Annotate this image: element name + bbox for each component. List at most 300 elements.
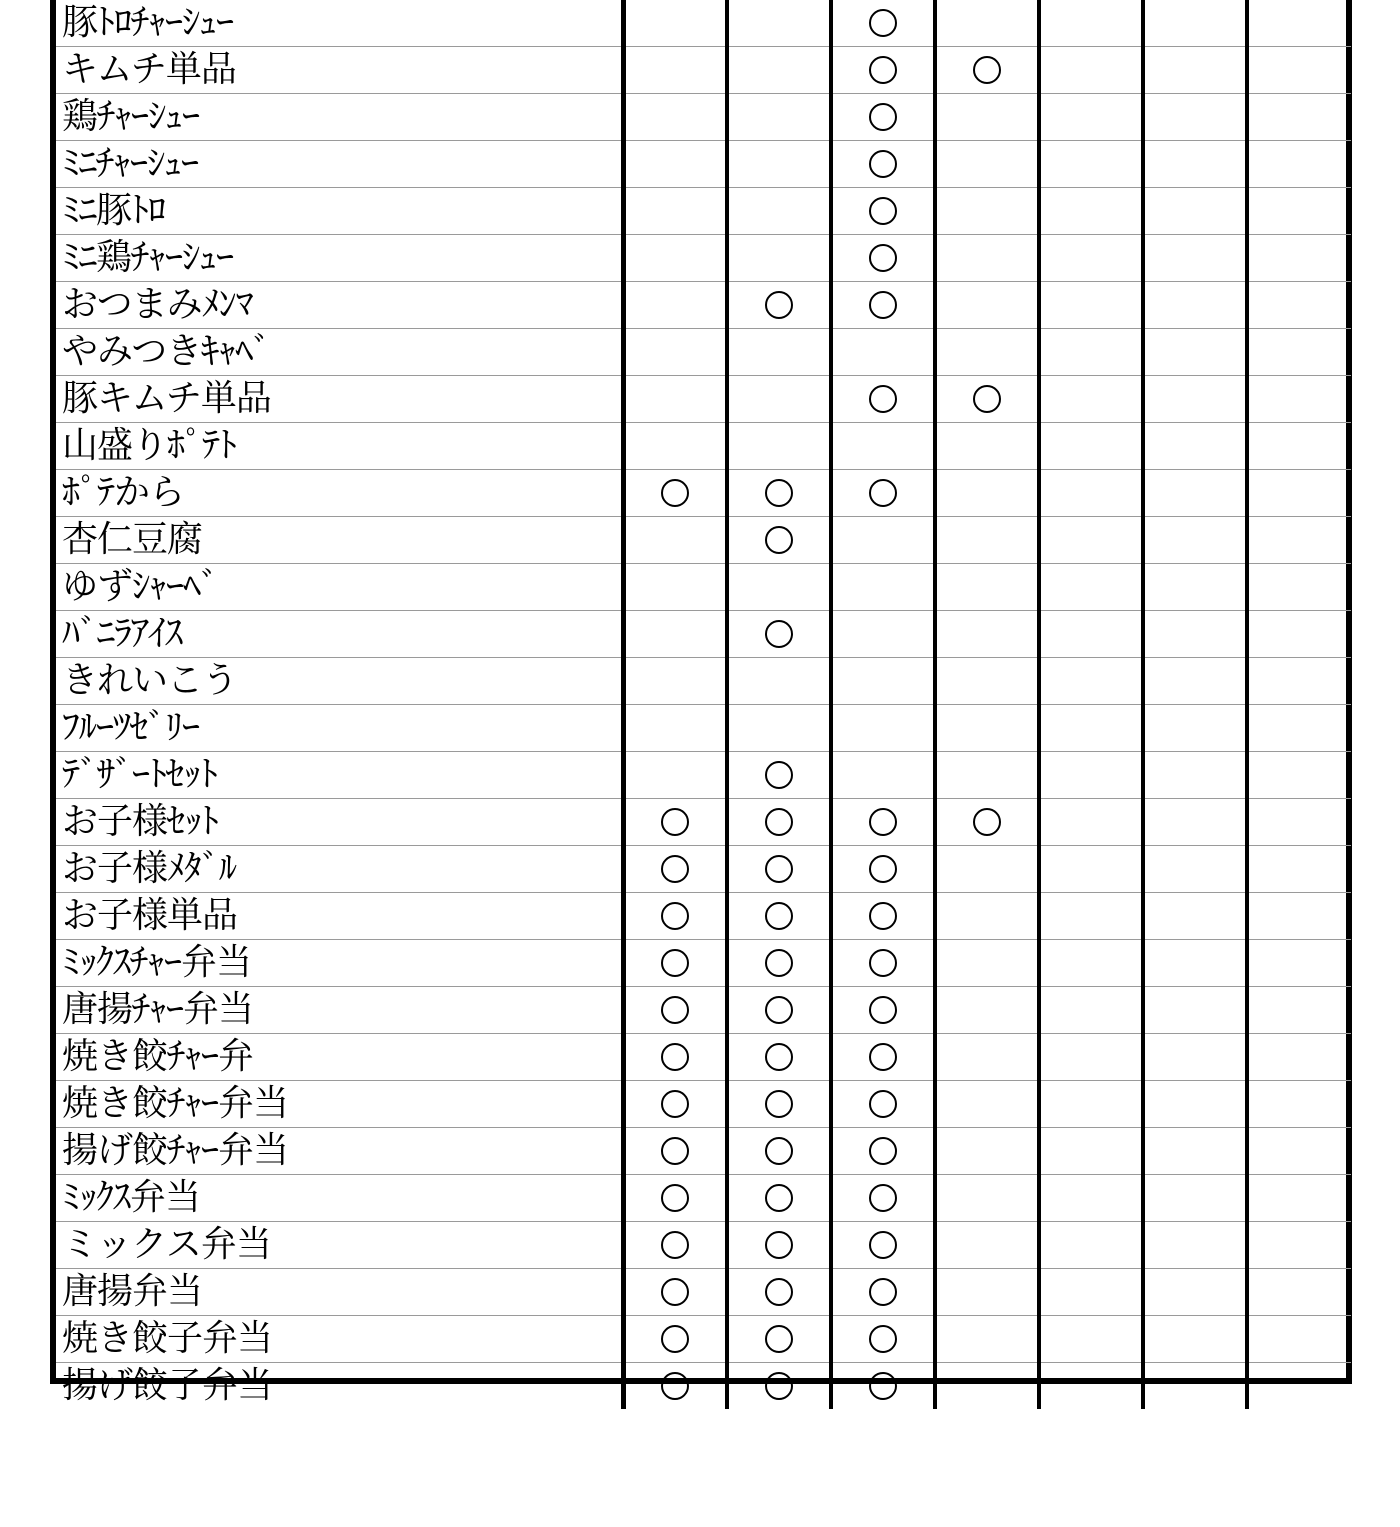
mark-cell (1039, 987, 1143, 1034)
circle-mark-icon (661, 808, 689, 836)
mark-cell (935, 0, 1039, 47)
table-row (56, 282, 1351, 329)
menu-item-name: 焼き餃ﾁｬｰ弁当 (56, 1081, 623, 1128)
mark-cell (623, 1175, 727, 1222)
table-row (56, 188, 1351, 235)
mark-cell (831, 470, 935, 517)
mark-cell (1039, 1269, 1143, 1316)
circle-mark-icon (765, 1184, 793, 1212)
mark-cell (1039, 846, 1143, 893)
table-body (56, 0, 1351, 1409)
menu-item-name: ﾐｯｸｽﾁｬｰ弁当 (56, 940, 623, 987)
mark-cell (1247, 846, 1351, 893)
menu-item-name: おつまみﾒﾝﾏ (56, 282, 623, 329)
mark-cell (1039, 235, 1143, 282)
mark-cell (727, 1081, 831, 1128)
mark-cell (727, 235, 831, 282)
mark-cell (831, 517, 935, 564)
table-row (56, 987, 1351, 1034)
circle-mark-icon (765, 949, 793, 977)
mark-cell (1247, 1128, 1351, 1175)
table-row (56, 1034, 1351, 1081)
circle-mark-icon (765, 1090, 793, 1118)
mark-cell (727, 611, 831, 658)
menu-item-name: ﾐﾆ鶏ﾁｬｰｼｭｰ (56, 235, 623, 282)
mark-cell (1247, 1316, 1351, 1363)
mark-cell (831, 611, 935, 658)
circle-mark-icon (661, 1325, 689, 1353)
circle-mark-icon (869, 1231, 897, 1259)
mark-cell (1039, 893, 1143, 940)
mark-cell (623, 1034, 727, 1081)
mark-cell (1143, 517, 1247, 564)
mark-cell (727, 94, 831, 141)
mark-cell (623, 517, 727, 564)
mark-cell (1247, 470, 1351, 517)
circle-mark-icon (869, 150, 897, 178)
menu-item-name: お子様ｾｯﾄ (56, 799, 623, 846)
circle-mark-icon (869, 479, 897, 507)
mark-cell (831, 1175, 935, 1222)
mark-cell (831, 376, 935, 423)
mark-cell (727, 846, 831, 893)
mark-cell (1039, 470, 1143, 517)
mark-cell (1039, 282, 1143, 329)
mark-cell (1247, 893, 1351, 940)
table-row (56, 470, 1351, 517)
mark-cell (623, 423, 727, 470)
mark-cell (935, 611, 1039, 658)
table-row (56, 799, 1351, 846)
mark-cell (1143, 0, 1247, 47)
mark-cell (623, 1316, 727, 1363)
mark-cell (623, 470, 727, 517)
circle-mark-icon (661, 855, 689, 883)
mark-cell (935, 470, 1039, 517)
mark-cell (1143, 1316, 1247, 1363)
table-row (56, 423, 1351, 470)
circle-mark-icon (661, 902, 689, 930)
mark-cell (1247, 799, 1351, 846)
mark-cell (1143, 846, 1247, 893)
mark-cell (935, 1175, 1039, 1222)
mark-cell (1039, 1363, 1143, 1410)
mark-cell (1143, 470, 1247, 517)
circle-mark-icon (869, 1043, 897, 1071)
circle-mark-icon (661, 479, 689, 507)
circle-mark-icon (765, 808, 793, 836)
mark-cell (1039, 658, 1143, 705)
mark-cell (727, 1034, 831, 1081)
table-row (56, 1081, 1351, 1128)
mark-cell (623, 94, 727, 141)
mark-cell (831, 0, 935, 47)
menu-item-name: やみつきｷｬﾍﾞ (56, 329, 623, 376)
mark-cell (727, 1269, 831, 1316)
mark-cell (1247, 752, 1351, 799)
table-row (56, 376, 1351, 423)
mark-cell (935, 846, 1039, 893)
mark-cell (1247, 94, 1351, 141)
circle-mark-icon (765, 855, 793, 883)
mark-cell (623, 564, 727, 611)
mark-cell (623, 893, 727, 940)
table-row (56, 611, 1351, 658)
mark-cell (727, 423, 831, 470)
mark-cell (935, 705, 1039, 752)
mark-cell (623, 376, 727, 423)
mark-cell (935, 1316, 1039, 1363)
mark-cell (831, 1269, 935, 1316)
mark-cell (935, 799, 1039, 846)
mark-cell (935, 893, 1039, 940)
mark-cell (727, 564, 831, 611)
menu-item-name: お子様ﾒﾀﾞﾙ (56, 846, 623, 893)
menu-item-name: 豚ﾄﾛﾁｬｰｼｭｰ (56, 0, 623, 47)
mark-cell (1143, 611, 1247, 658)
mark-cell (831, 1222, 935, 1269)
mark-cell (623, 611, 727, 658)
table-row (56, 1222, 1351, 1269)
mark-cell (935, 141, 1039, 188)
mark-cell (935, 752, 1039, 799)
mark-cell (935, 564, 1039, 611)
mark-cell (1143, 1034, 1247, 1081)
mark-cell (727, 1128, 831, 1175)
mark-cell (1143, 188, 1247, 235)
circle-mark-icon (869, 385, 897, 413)
menu-item-name: 豚キムチ単品 (56, 376, 623, 423)
menu-item-name: ﾌﾙｰﾂｾﾞﾘｰ (56, 705, 623, 752)
mark-cell (935, 517, 1039, 564)
mark-cell (1039, 1222, 1143, 1269)
mark-cell (1143, 987, 1247, 1034)
circle-mark-icon (869, 996, 897, 1024)
mark-cell (935, 423, 1039, 470)
menu-item-name: ﾎﾟﾃから (56, 470, 623, 517)
table-row (56, 141, 1351, 188)
mark-cell (831, 705, 935, 752)
mark-cell (1143, 282, 1247, 329)
mark-cell (1247, 940, 1351, 987)
menu-item-name: 揚げ餃ﾁｬｰ弁当 (56, 1128, 623, 1175)
mark-cell (831, 47, 935, 94)
mark-cell (831, 282, 935, 329)
mark-cell (1039, 376, 1143, 423)
mark-cell (727, 282, 831, 329)
mark-cell (831, 94, 935, 141)
circle-mark-icon (869, 949, 897, 977)
allergen-table (56, 0, 1351, 1409)
table-row (56, 517, 1351, 564)
circle-mark-icon (661, 1043, 689, 1071)
circle-mark-icon (869, 291, 897, 319)
mark-cell (727, 141, 831, 188)
mark-cell (935, 1034, 1039, 1081)
circle-mark-icon (661, 1278, 689, 1306)
circle-mark-icon (765, 291, 793, 319)
menu-item-name: 山盛りﾎﾟﾃﾄ (56, 423, 623, 470)
circle-mark-icon (765, 761, 793, 789)
menu-item-name: ﾐｯｸｽ弁当 (56, 1175, 623, 1222)
mark-cell (1247, 564, 1351, 611)
mark-cell (1143, 376, 1247, 423)
mark-cell (831, 564, 935, 611)
mark-cell (935, 47, 1039, 94)
menu-item-name: 唐揚ﾁｬｰ弁当 (56, 987, 623, 1034)
mark-cell (1039, 611, 1143, 658)
mark-cell (623, 658, 727, 705)
mark-cell (1247, 1081, 1351, 1128)
mark-cell (1039, 705, 1143, 752)
table-row (56, 0, 1351, 47)
mark-cell (1143, 1081, 1247, 1128)
mark-cell (1143, 658, 1247, 705)
mark-cell (935, 1128, 1039, 1175)
mark-cell (935, 188, 1039, 235)
circle-mark-icon (869, 56, 897, 84)
table-row (56, 235, 1351, 282)
mark-cell (1143, 1128, 1247, 1175)
mark-cell (1143, 329, 1247, 376)
mark-cell (623, 1269, 727, 1316)
mark-cell (727, 752, 831, 799)
menu-item-name: キムチ単品 (56, 47, 623, 94)
menu-item-name: ミックス弁当 (56, 1222, 623, 1269)
mark-cell (1247, 376, 1351, 423)
mark-cell (1247, 987, 1351, 1034)
mark-cell (1143, 1175, 1247, 1222)
mark-cell (935, 282, 1039, 329)
menu-item-name: ﾐﾆﾁｬｰｼｭｰ (56, 141, 623, 188)
mark-cell (1039, 329, 1143, 376)
mark-cell (1039, 0, 1143, 47)
mark-cell (623, 47, 727, 94)
circle-mark-icon (661, 949, 689, 977)
mark-cell (623, 141, 727, 188)
mark-cell (935, 329, 1039, 376)
mark-cell (831, 846, 935, 893)
circle-mark-icon (661, 996, 689, 1024)
mark-cell (727, 705, 831, 752)
mark-cell (935, 235, 1039, 282)
menu-item-name: 焼き餃子弁当 (56, 1316, 623, 1363)
mark-cell (831, 658, 935, 705)
mark-cell (1247, 329, 1351, 376)
mark-cell (727, 329, 831, 376)
circle-mark-icon (869, 855, 897, 883)
mark-cell (935, 1269, 1039, 1316)
mark-cell (1143, 752, 1247, 799)
circle-mark-icon (765, 1043, 793, 1071)
circle-mark-icon (765, 996, 793, 1024)
circle-mark-icon (973, 385, 1001, 413)
circle-mark-icon (765, 479, 793, 507)
mark-cell (1039, 517, 1143, 564)
mark-cell (831, 940, 935, 987)
mark-cell (1143, 1222, 1247, 1269)
menu-item-name: 揚げ餃子弁当 (62, 1365, 273, 1406)
mark-cell (1143, 564, 1247, 611)
circle-mark-icon (765, 1231, 793, 1259)
mark-cell (831, 1128, 935, 1175)
mark-cell (831, 752, 935, 799)
mark-cell (935, 376, 1039, 423)
menu-item-name: 唐揚弁当 (56, 1269, 623, 1316)
circle-mark-icon (765, 902, 793, 930)
mark-cell (1143, 1269, 1247, 1316)
mark-cell (727, 893, 831, 940)
circle-mark-icon (973, 56, 1001, 84)
mark-cell (935, 658, 1039, 705)
circle-mark-icon (661, 1090, 689, 1118)
mark-cell (623, 0, 727, 47)
mark-cell (623, 188, 727, 235)
circle-mark-icon (869, 902, 897, 930)
table-row (56, 893, 1351, 940)
mark-cell (727, 799, 831, 846)
menu-item-name: ﾐﾆ豚ﾄﾛ (56, 188, 623, 235)
mark-cell (727, 376, 831, 423)
mark-cell (831, 1034, 935, 1081)
mark-cell (935, 987, 1039, 1034)
menu-item-name: 焼き餃ﾁｬｰ弁 (56, 1034, 623, 1081)
mark-cell (1039, 752, 1143, 799)
mark-cell (831, 799, 935, 846)
mark-cell (1247, 235, 1351, 282)
circle-mark-icon (973, 808, 1001, 836)
mark-cell (623, 329, 727, 376)
table-row (56, 329, 1351, 376)
mark-cell (1143, 141, 1247, 188)
mark-cell (831, 235, 935, 282)
mark-cell (623, 282, 727, 329)
menu-item-name: 杏仁豆腐 (56, 517, 623, 564)
mark-cell (1247, 423, 1351, 470)
circle-mark-icon (765, 1137, 793, 1165)
menu-item-name: 鶏ﾁｬｰｼｭｰ (56, 94, 623, 141)
circle-mark-icon (869, 1184, 897, 1212)
table-row (56, 1269, 1351, 1316)
mark-cell (1247, 141, 1351, 188)
mark-cell (1143, 94, 1247, 141)
mark-cell (831, 188, 935, 235)
mark-cell (727, 1175, 831, 1222)
mark-cell (727, 1363, 831, 1410)
mark-cell (831, 423, 935, 470)
mark-cell (727, 658, 831, 705)
mark-cell (831, 987, 935, 1034)
mark-cell (727, 517, 831, 564)
mark-cell (1247, 611, 1351, 658)
table-row (56, 1316, 1351, 1363)
mark-cell (623, 1128, 727, 1175)
circle-mark-icon (869, 244, 897, 272)
circle-mark-icon (869, 808, 897, 836)
mark-cell (1247, 1034, 1351, 1081)
mark-cell (727, 188, 831, 235)
menu-item-name: きれいこう (56, 658, 623, 705)
mark-cell (727, 987, 831, 1034)
mark-cell (935, 94, 1039, 141)
mark-cell (727, 1222, 831, 1269)
mark-cell (623, 1363, 727, 1410)
mark-cell (935, 1222, 1039, 1269)
mark-cell (623, 705, 727, 752)
mark-cell (623, 846, 727, 893)
mark-cell (1247, 658, 1351, 705)
mark-cell (623, 1222, 727, 1269)
mark-cell (1143, 47, 1247, 94)
mark-cell (623, 235, 727, 282)
allergen-sheet (50, 0, 1352, 1406)
mark-cell (831, 1363, 935, 1410)
table-row (56, 94, 1351, 141)
mark-cell (727, 1316, 831, 1363)
mark-cell (1247, 282, 1351, 329)
mark-cell (1247, 517, 1351, 564)
mark-cell (831, 141, 935, 188)
mark-cell (1143, 235, 1247, 282)
circle-mark-icon (869, 9, 897, 37)
mark-cell (623, 987, 727, 1034)
circle-mark-icon (661, 1184, 689, 1212)
table-row (56, 752, 1351, 799)
mark-cell (623, 752, 727, 799)
mark-cell (1247, 705, 1351, 752)
mark-cell (1247, 1363, 1351, 1410)
circle-mark-icon (869, 1325, 897, 1353)
circle-mark-icon (765, 1325, 793, 1353)
menu-item-name: ゆずｼｬｰﾍﾞ (56, 564, 623, 611)
table-row (56, 564, 1351, 611)
mark-cell (1247, 1269, 1351, 1316)
mark-cell (1247, 1175, 1351, 1222)
mark-cell (831, 1316, 935, 1363)
circle-mark-icon (869, 1372, 897, 1400)
mark-cell (1143, 893, 1247, 940)
mark-cell (1039, 1175, 1143, 1222)
mark-cell (623, 1081, 727, 1128)
mark-cell (1039, 940, 1143, 987)
menu-item-name: ﾊﾞﾆﾗｱｲｽ (56, 611, 623, 658)
table-row (56, 705, 1351, 752)
circle-mark-icon (661, 1137, 689, 1165)
mark-cell (1039, 1316, 1143, 1363)
mark-cell (1247, 0, 1351, 47)
mark-cell (1039, 564, 1143, 611)
circle-mark-icon (661, 1372, 689, 1400)
mark-cell (831, 329, 935, 376)
circle-mark-icon (765, 526, 793, 554)
circle-mark-icon (765, 1278, 793, 1306)
mark-cell (727, 470, 831, 517)
mark-cell (727, 940, 831, 987)
mark-cell (727, 47, 831, 94)
mark-cell (1039, 188, 1143, 235)
circle-mark-icon (765, 1372, 793, 1400)
table-row (56, 1175, 1351, 1222)
circle-mark-icon (869, 197, 897, 225)
mark-cell (1039, 1081, 1143, 1128)
mark-cell (1143, 940, 1247, 987)
table-row (56, 1128, 1351, 1175)
mark-cell (1247, 188, 1351, 235)
mark-cell (1039, 799, 1143, 846)
table-row (56, 846, 1351, 893)
mark-cell (623, 940, 727, 987)
table-row (56, 658, 1351, 705)
